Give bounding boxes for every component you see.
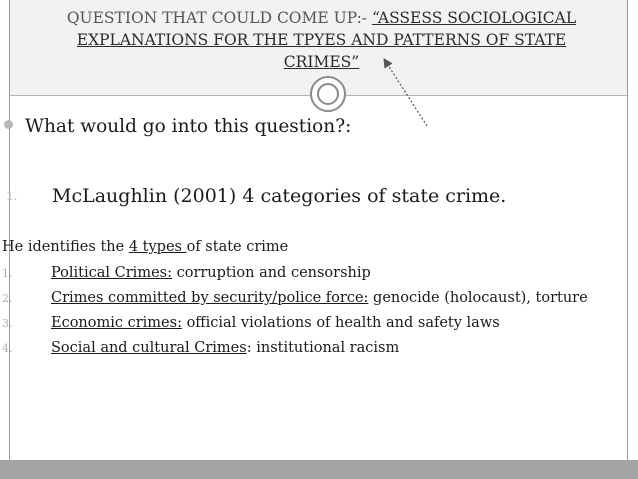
slide: [9, 0, 628, 460]
bullet-text: What would go into this question?:: [25, 116, 352, 137]
intro-underlined: 4 types: [128, 239, 187, 255]
heading-number: 1.: [6, 189, 18, 203]
list-number: 1.: [2, 267, 13, 280]
list-item: [0, 313, 600, 333]
list-number: 4.: [2, 342, 13, 355]
title-question: “ASSESS SOCIOLOGICAL EXPLANATIONS FOR THE TPYES AND PATTERNS OF STATE CRIMES”: [76, 9, 577, 71]
bullet-question: [4, 115, 351, 139]
list-term: Political Crimes:: [51, 265, 172, 281]
list-term: Social and cultural Crimes: [51, 340, 247, 356]
list-item: [0, 338, 600, 358]
list-number: 2.: [2, 292, 13, 305]
list-term: Economic crimes:: [51, 315, 182, 331]
list-item: [0, 288, 600, 308]
intro-after: of state crime: [186, 239, 289, 255]
title-prefix: QUESTION THAT COULD COME UP:-: [66, 9, 372, 27]
crime-list: [0, 263, 600, 363]
inner-circle: [317, 83, 339, 105]
heading-text: McLaughlin (2001) 4 categories of state crime.: [52, 185, 507, 207]
intro-text: [2, 237, 288, 257]
footer-bar: [0, 460, 638, 479]
numbered-heading: [6, 183, 506, 209]
list-term: Crimes committed by security/police force:: [51, 290, 369, 306]
list-number: 3.: [2, 317, 13, 330]
list-text: : institutional racism: [246, 340, 400, 356]
list-text: genocide (holocaust), torture: [368, 290, 588, 306]
list-text: official violations of health and safety laws: [181, 315, 500, 331]
list-text: corruption and censorship: [171, 265, 371, 281]
double-circle-icon: [310, 76, 346, 112]
footer-edge: [9, 444, 628, 460]
list-item: [0, 263, 600, 283]
intro-before: He identifies the: [2, 239, 129, 255]
bullet-dot-icon: [4, 120, 13, 129]
